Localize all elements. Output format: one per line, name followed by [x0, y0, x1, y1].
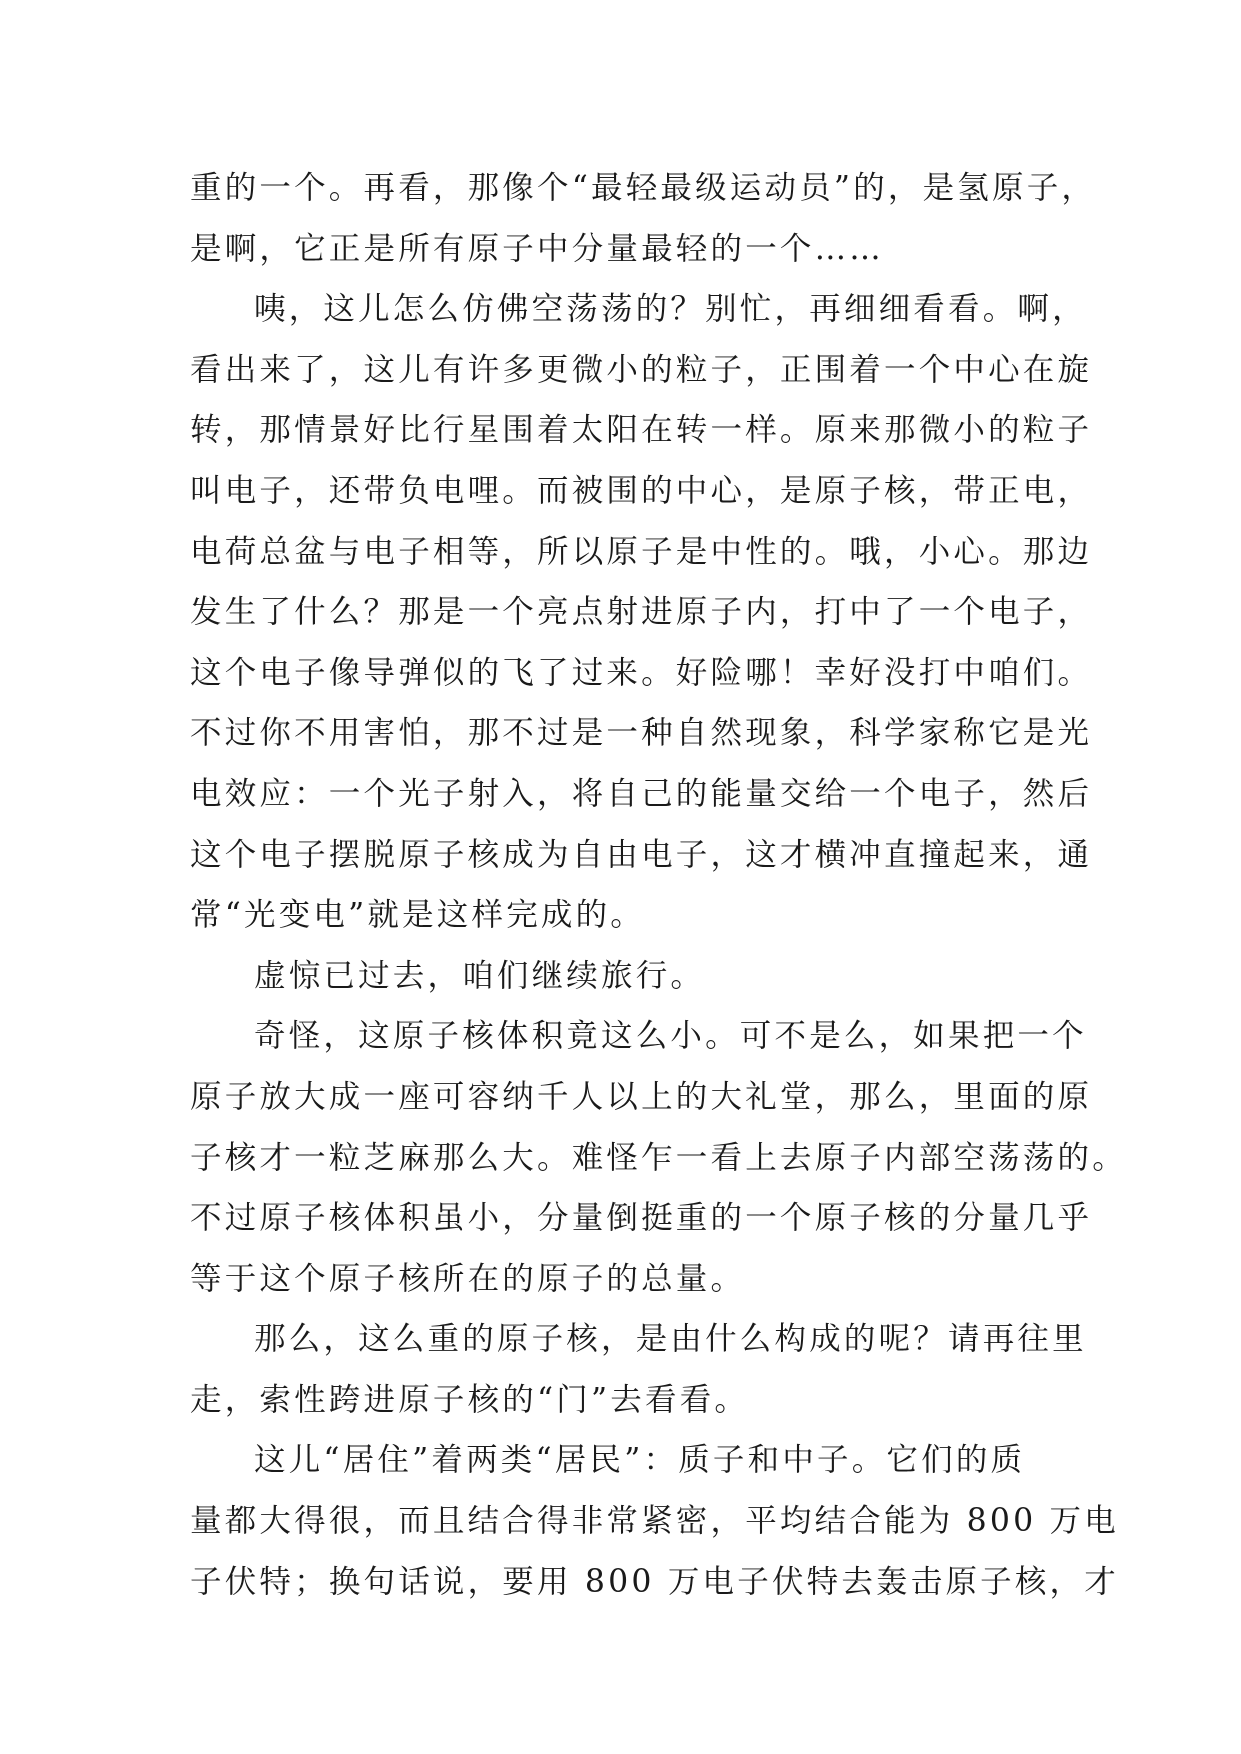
text-line: 奇怪，这原子核体积竟这么小。可不是么，如果把一个 [254, 1018, 1087, 1055]
text-line: 不过你不用害怕，那不过是一种自然现象，科学家称它是光 [190, 715, 1093, 752]
text-line: 转，那情景好比行星围着太阳在转一样。原来那微小的粒子 [190, 412, 1093, 449]
text-line: 原子放大成一座可容纳千人以上的大礼堂，那么，里面的原 [190, 1078, 1093, 1115]
text-line: 发生了什么？那是一个亮点射进原子内，打中了一个电子， [190, 594, 1093, 631]
text-line: 这儿“居住”着两类“居民”：质子和中子。它们的质 [254, 1442, 1026, 1479]
text-line: 电效应：一个光子射入，将自己的能量交给一个电子，然后 [190, 775, 1093, 812]
text-line: 重的一个。再看，那像个“最轻最级运动员”的，是氢原子， [190, 170, 1097, 206]
text-line: 看出来了，这儿有许多更微小的粒子，正围着一个中心在旋 [190, 351, 1093, 388]
text-line: 常“光变电”就是这样完成的。 [190, 897, 646, 934]
text-line: 咦，这儿怎么仿佛空荡荡的？别忙，再细细看看。啊， [254, 291, 1087, 328]
text-line: 不过原子核体积虽小，分量倒挺重的一个原子核的分量几乎 [190, 1200, 1093, 1237]
text-line: 虚惊已过去，咱们继续旅行。 [254, 957, 706, 994]
text-line: 量都大得很，而且结合得非常紧密，平均结合能为 800 万电 [190, 1503, 1119, 1540]
text-line: 这个电子像导弹似的飞了过来。好险哪！幸好没打中咱们。 [190, 654, 1093, 691]
text-line: 子核才一粒芝麻那么大。难怪乍一看上去原子内部空荡荡的。 [190, 1139, 1127, 1176]
body-text [190, 158, 1127, 1612]
text-line: 电荷总盆与电子相等，所以原子是中性的。哦，小心。那边 [190, 533, 1093, 570]
text-line: 那么，这么重的原子核，是由什么构成的呢？请再往里 [254, 1321, 1087, 1358]
text-line: 这个电子摆脱原子核成为自由电子，这才横冲直撞起来，通 [190, 836, 1093, 873]
text-line: 等于这个原子核所在的原子的总量。 [190, 1260, 746, 1297]
text-line: 走，索性跨进原子核的“门”去看看。 [190, 1381, 750, 1418]
text-line: 叫电子，还带负电哩。而被围的中心，是原子核，带正电， [190, 472, 1093, 509]
text-line: 是啊，它正是所有原子中分量最轻的一个…… [190, 230, 885, 267]
text-line: 子伏特；换句话说，要用 800 万电子伏特去轰击原子核，才 [190, 1563, 1119, 1600]
